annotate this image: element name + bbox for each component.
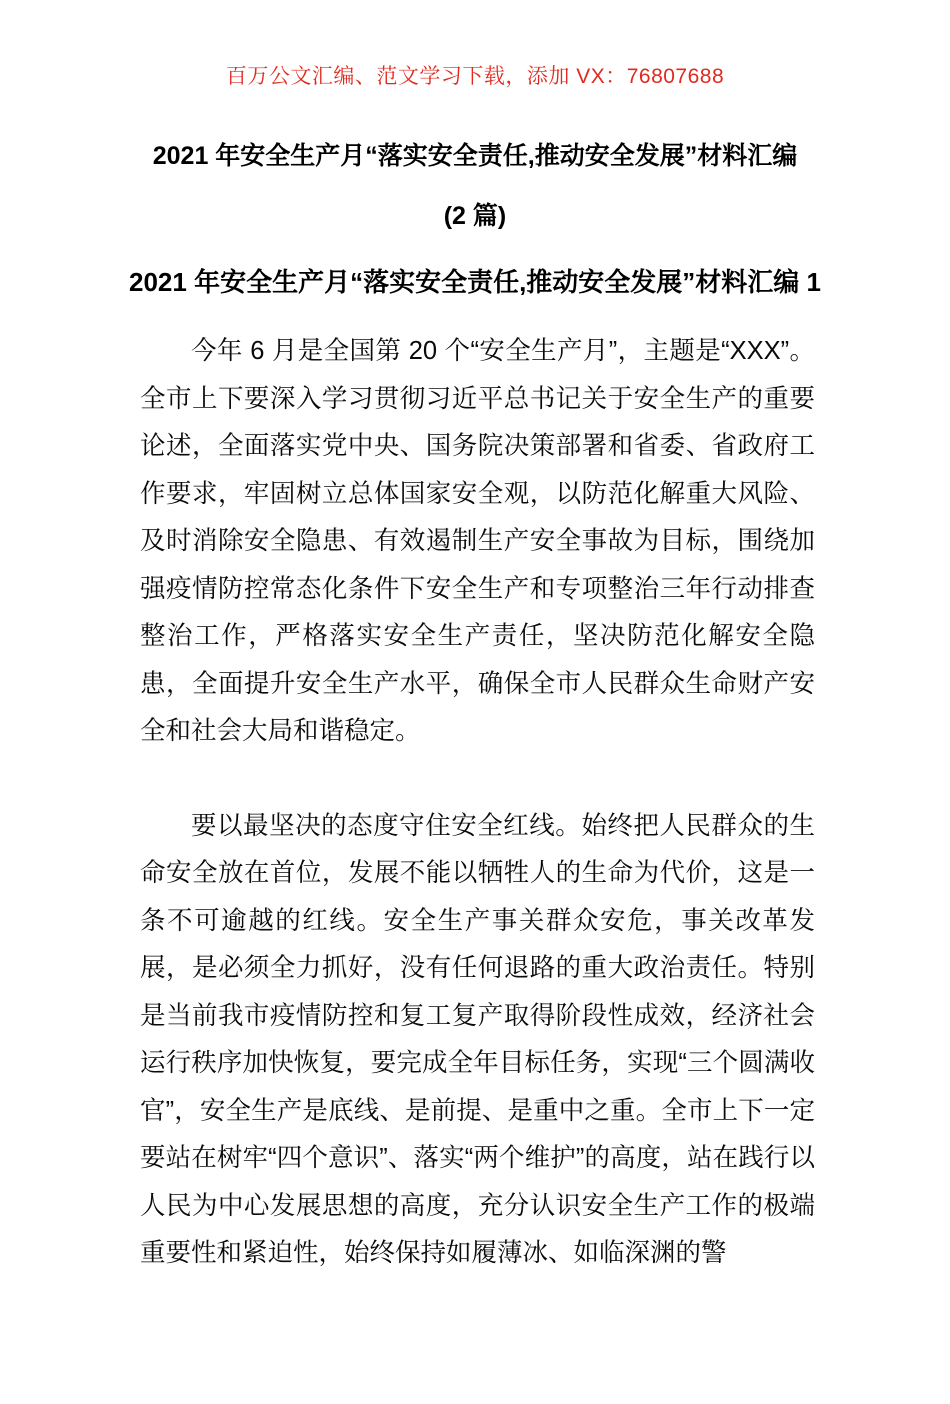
document-page (0, 60, 950, 1404)
document-piece-count: (2 篇) (443, 201, 507, 230)
document-main-title: 2021 年安全生产月“落实安全责任,推动安全发展”材料汇编 (152, 142, 798, 170)
promo-watermark-text: 百万公文汇编、范文学习下载，添加 VX：76807688 (225, 65, 725, 88)
document-body (0, 328, 950, 1278)
document-title-block (0, 138, 950, 235)
promo-banner (0, 60, 950, 90)
body-paragraph: 今年 6 月是全国第 20 个“安全生产月”，主题是“XXX”。全市上下要深入学习贯彻习近平总书记关于安全生产的重要论述，全面落实党中央、国务院决策部署和省委、省政府工作要求，牢固树立总体国家安全观，以防范化解重大风险、及时消除安全隐患、有效遏制生产安全事故为目标，围绕加强疫情防控常态化条件下安全生产和专项整治三年行动排查整治工作，严格落实安全生产责任，坚决防范化解安全隐患，全面提升安全生产水平，确保全市人民群众生命财产安全和社会大局和谐稳定。 (140, 337, 815, 745)
document-section-subtitle: 2021 年安全生产月“落实安全责任,推动安全发展”材料汇编 1 (129, 267, 821, 297)
body-paragraph: 要以最坚决的态度守住安全红线。始终把人民群众的生命安全放在首位，发展不能以牺牲人的生命为代价，这是一条不可逾越的红线。安全生产事关群众安危，事关改革发展，是必须全力抓好，没有任何退路的重大政治责任。特别是当前我市疫情防控和复工复产取得阶段性成效，经济社会运行秩序加快恢复，要完成全年目标任务，实现“三个圆满收官”，安全生产是底线、是前提、是重中之重。全市上下一定要站在树牢“四个意识”、落实“两个维护”的高度，站在践行以人民为中心发展思想的高度，充分认识安全生产工作的极端重要性和紧迫性，始终保持如履薄冰、如临深渊的警 (140, 811, 815, 1267)
